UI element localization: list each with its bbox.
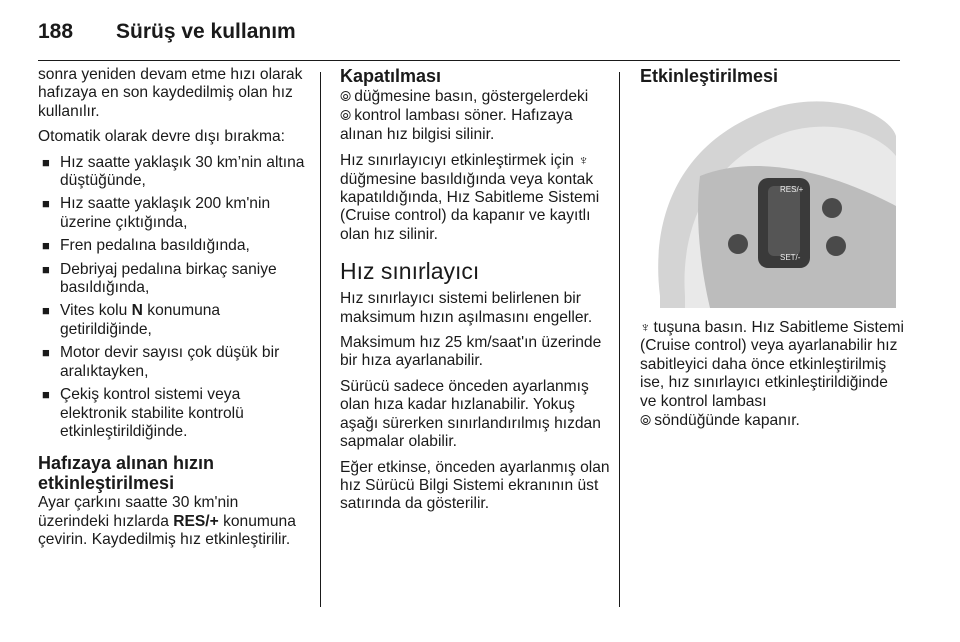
header-rule: [38, 60, 900, 61]
paragraph: Ayar çarkını saatte 30 km'nin üzerindeki hızlarda RES/+ konumuna çevirin. Kaydedilmiş hız etkinleştirilir.: [38, 494, 296, 549]
section-heading: Etkinleştirilmesi: [640, 66, 779, 86]
column-divider-2: [619, 72, 620, 607]
list-item: ■ Motor devir sayısı çok düşük bir aralıktayken,: [42, 344, 280, 380]
column-3: [640, 66, 905, 437]
cruise-off-icon: ⦾: [640, 412, 652, 429]
page-number: 188: [38, 20, 74, 43]
paragraph: sonra yeniden devam etme hızı olarak hafızaya en son kaydedilmiş olan hız kullanılır.: [38, 66, 303, 120]
paragraph: Hız sınırlayıcıyı etkinleştirmek için ♆düğmesine basıldığında veya kontak kapatıldığında, Hız Sabitleme Sistemi (Cruise control) da kapanır ve kayıtlı olan hız silinir.: [340, 152, 600, 243]
paragraph: ⦾ düğmesine basın, göstergelerdeki ⦾ kontrol lambası söner. Hafızaya alınan hız bilgisi silinir.: [340, 88, 589, 143]
column-1: [38, 66, 308, 557]
paragraph: ♆ tuşuna basın. Hız Sabitleme Sistemi (Cruise control) veya ayarlanabilir hız sabitleyici daha önce etkinleştirilmiş ise, hız sınırlayıcı etkinleştirildiğinde ve kontrol lambası ⦾ söndüğünde kapanır.: [640, 319, 904, 430]
list-item: ■ Hız saatte yaklaşık 30 km’nin altına düştüğünde,: [42, 153, 305, 190]
page-header: [38, 20, 898, 56]
paragraph: Hız sınırlayıcı sistemi belirlenen bir maksimum hızın aşılmasını engeller.: [340, 290, 593, 326]
cruise-off-icon: ⦾: [340, 107, 352, 124]
list-item: ■ Debriyaj pedalına birkaç saniye basıldığında,: [42, 260, 277, 297]
cruise-off-icon: ⦾: [340, 88, 352, 104]
paragraph: Sürücü sadece önceden ayarlanmış olan hıza kadar hızlanabilir. Yokuş aşağı sürerken sınırlandırılmış hızdan sapmalar olabilir.: [340, 377, 601, 451]
column-2: [340, 66, 610, 521]
section-heading: Hafızaya alınan hızın etkinleştirilmesi: [38, 453, 215, 494]
bullet-list: [38, 154, 308, 442]
section-heading: Kapatılması: [340, 66, 442, 86]
list-item: ■ Çekiş kontrol sistemi veya elektronik stabilite kontrolü etkinleştirildiğinde.: [42, 386, 244, 440]
wheel-label-set: SET/-: [780, 253, 801, 262]
paragraph: Otomatik olarak devre dışı bırakma:: [38, 128, 285, 146]
wheel-label-res: RES/+: [780, 185, 804, 194]
column-divider-1: [320, 72, 321, 607]
list-item: ■ Hız saatte yaklaşık 200 km'nin üzerine çıktığında,: [42, 195, 271, 231]
section-title: Sürüş ve kullanım: [116, 20, 296, 43]
paragraph: Maksimum hız 25 km/saat'ın üzerinde bir hıza ayarlanabilir.: [340, 334, 602, 370]
paragraph: Eğer etkinse, önceden ayarlanmış olan hız Sürücü Bilgi Sistemi ekranının üst satırında da gösterilir.: [340, 458, 610, 513]
steering-wheel-illustration: [640, 96, 896, 308]
list-item: ■ Fren pedalına basıldığında,: [42, 237, 250, 255]
speed-limiter-icon: ♆: [640, 319, 651, 335]
chapter-heading: Hız sınırlayıcı: [340, 258, 480, 285]
list-item: ■ Vites kolu N konumuna getirildiğinde,: [42, 302, 221, 338]
speed-limiter-icon: ♆: [578, 152, 589, 169]
